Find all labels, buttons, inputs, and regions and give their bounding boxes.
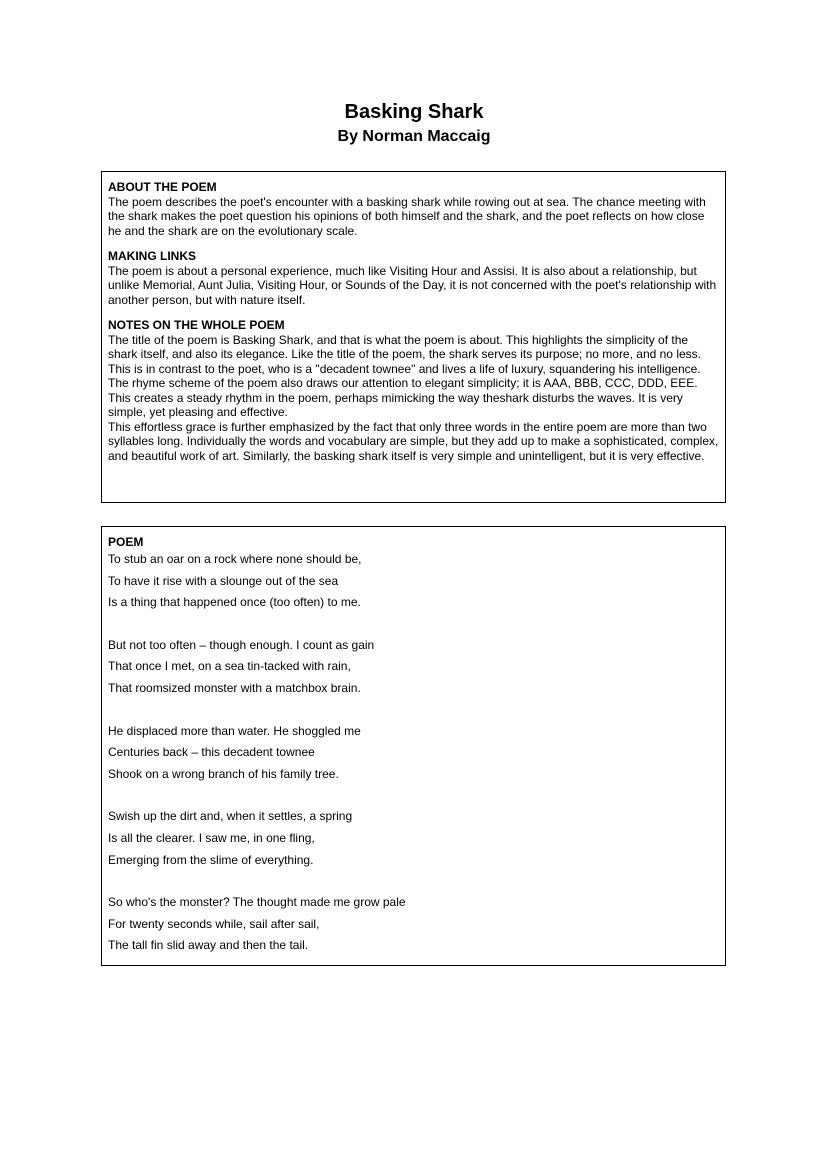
poem-line: The tall fin slid away and then the tail. bbox=[108, 938, 309, 953]
about-paragraph: The poem describes the poet's encounter with a basking shark while rowing out at sea. The chance meeting with the shark makes the poet question his opinions of both himself and the shark, and the poet reflects on how close he and the shark are on the evolutionary scale. bbox=[108, 194, 706, 238]
poem-line: He displaced more than water. He shoggled me bbox=[108, 723, 361, 738]
poem-line: Shook on a wrong branch of his family tree. bbox=[108, 766, 339, 781]
notes-paragraph: This effortless grace is further emphasized by the fact that only three words in the entire poem are more than two syllables long. Individually the words and vocabulary are simple, but they add up to make a sophisticated, complex, and beautiful work of art. Similarly, the basking shark itself is very simple and unintelligent, but it is very effective. bbox=[108, 419, 719, 463]
poem-line: That roomsized monster with a matchbox brain. bbox=[108, 680, 361, 695]
page-author: By Norman Maccaig bbox=[337, 128, 491, 145]
poem-stanza bbox=[108, 635, 720, 700]
poem-line: For twenty seconds while, sail after sail, bbox=[108, 916, 320, 931]
poem-line: To have it rise with a slounge out of the sea bbox=[108, 573, 339, 588]
poem-stanza bbox=[108, 549, 720, 614]
poem-line: Emerging from the slime of everything. bbox=[108, 852, 314, 867]
making-links-section bbox=[108, 249, 720, 307]
notes-paragraph: The title of the poem is Basking Shark, and that is what the poem is about. This highlights the simplicity of the shark itself, and also its elegance. Like the title of the poem, the shark serves its purpose; no more, and no less. This is in contrast to the poet, who is a "decadent townee" and lives a life of luxury, squandering his intelligence. bbox=[108, 332, 701, 376]
poem-line: But not too often – though enough. I count as gain bbox=[108, 637, 375, 652]
about-heading: ABOUT THE POEM bbox=[108, 180, 217, 194]
poem-box bbox=[101, 526, 726, 966]
poem-line: Is all the clearer. I saw me, in one fling, bbox=[108, 830, 315, 845]
poem-line: To stub an oar on a rock where none should be, bbox=[108, 552, 362, 566]
making-links-heading: MAKING LINKS bbox=[108, 249, 196, 263]
poem-heading: POEM bbox=[108, 535, 144, 549]
about-box bbox=[101, 171, 726, 503]
poem-line: So who's the monster? The thought made me grow pale bbox=[108, 895, 406, 910]
about-section bbox=[108, 180, 720, 238]
notes-section bbox=[108, 318, 720, 463]
page-title: Basking Shark bbox=[344, 101, 484, 123]
making-links-paragraph: The poem is about a personal experience, much like Visiting Hour and Assisi. It is also about a relationship, but unlike Memorial, Aunt Julia, Visiting Hour, or Sounds of the Day, it is not concerned with the poet's relationship with another person, but with nature itself. bbox=[108, 263, 717, 307]
poem-stanza bbox=[108, 721, 720, 786]
poem-stanza bbox=[108, 806, 720, 871]
poem-line: That once I met, on a sea tin-tacked with rain, bbox=[108, 659, 351, 674]
poem-line: Centuries back – this decadent townee bbox=[108, 745, 315, 760]
poem-line: Swish up the dirt and, when it settles, a spring bbox=[108, 809, 353, 824]
poem-stanza bbox=[108, 892, 720, 957]
notes-heading: NOTES ON THE WHOLE POEM bbox=[108, 318, 285, 332]
notes-paragraph: The rhyme scheme of the poem also draws our attention to elegant simplicity; it is AAA, BBB, CCC, DDD, EEE. This creates a steady rhythm in the poem, perhaps mimicking the way theshark disturbs the waves. It is very simple, yet pleasing and effective. bbox=[108, 376, 698, 419]
poem-line: Is a thing that happened once (too often) to me. bbox=[108, 595, 361, 610]
